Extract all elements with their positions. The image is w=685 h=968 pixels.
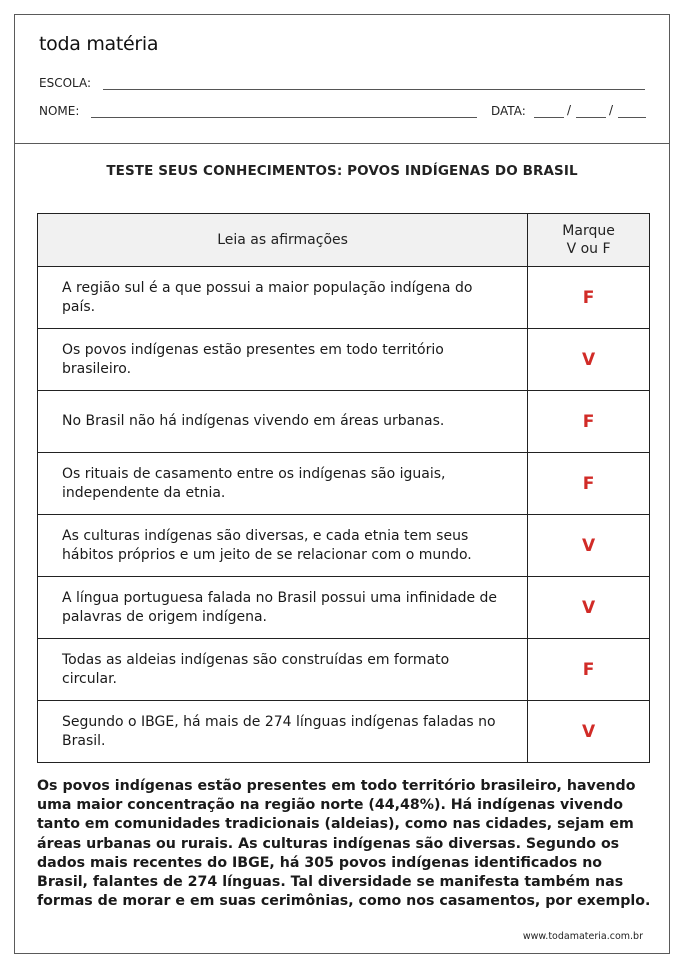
date-separator: / (609, 103, 614, 117)
answer-explanation: Os povos indígenas estão presentes em todo território brasileiro, havendo uma maior concentração na região norte (44,48%). Há indígenas vivendo tanto em comunidades tradicionais (aldeias), como nas cidades, sejam em áreas urbanas ou rurais. As culturas indígenas são diversas. Segundo os dados mais recentes do IBGE, há 305 povos indígenas identificados no Brasil, falantes de 274 línguas. Tal diversidade se manifesta também nas formas de morar e em suas cerimônias, como nos casamentos, por exemplo. (37, 778, 651, 910)
header-divider (15, 143, 669, 144)
date-separator: / (567, 103, 572, 117)
date-month-line[interactable] (576, 117, 606, 118)
school-label: ESCOLA: (39, 76, 92, 90)
answer-cell[interactable]: V (528, 577, 650, 639)
mark-header-line2: V ou F (566, 241, 611, 257)
table-row (38, 577, 650, 639)
table-row (38, 453, 650, 515)
statement-cell: A língua portuguesa falada no Brasil possui uma infinidade de palavras de origem indígena. (38, 577, 528, 639)
statement-cell: No Brasil não há indígenas vivendo em áreas urbanas. (38, 391, 528, 453)
true-false-table (37, 213, 650, 763)
date-year-line[interactable] (618, 117, 646, 118)
answer-cell[interactable]: V (528, 515, 650, 577)
answer-cell[interactable]: V (528, 329, 650, 391)
answer-cell[interactable]: F (528, 453, 650, 515)
table-row (38, 267, 650, 329)
statement-cell: Todas as aldeias indígenas são construídas em formato circular. (38, 639, 528, 701)
table-header-row (38, 214, 650, 267)
statement-cell: Segundo o IBGE, há mais de 274 línguas indígenas faladas no Brasil. (38, 701, 528, 763)
brand-logo: toda matéria (39, 33, 159, 55)
footer-url[interactable]: www.todamateria.com.br (522, 931, 643, 942)
mark-header-line1: Marque (562, 223, 615, 239)
date-day-line[interactable] (534, 117, 564, 118)
school-field-line[interactable] (103, 89, 645, 90)
table-row (38, 391, 650, 453)
table-row (38, 701, 650, 763)
worksheet-title: TESTE SEUS CONHECIMENTOS: POVOS INDÍGENAS DO BRASIL (106, 163, 578, 179)
statement-cell: As culturas indígenas são diversas, e cada etnia tem seus hábitos próprios e um jeito de se relacionar com o mundo. (38, 515, 528, 577)
statement-cell: Os rituais de casamento entre os indígenas são iguais, independente da etnia. (38, 453, 528, 515)
worksheet-page (14, 14, 670, 954)
date-label: DATA: (491, 104, 526, 118)
column-header-statements: Leia as afirmações (38, 214, 528, 267)
answer-cell[interactable]: V (528, 701, 650, 763)
answer-cell[interactable]: F (528, 267, 650, 329)
column-header-mark (528, 214, 650, 267)
statement-cell: Os povos indígenas estão presentes em todo território brasileiro. (38, 329, 528, 391)
table-row (38, 639, 650, 701)
answer-cell[interactable]: F (528, 639, 650, 701)
statement-cell: A região sul é a que possui a maior população indígena do país. (38, 267, 528, 329)
answer-cell[interactable]: F (528, 391, 650, 453)
table-row (38, 515, 650, 577)
name-field-line[interactable] (91, 117, 477, 118)
name-label: NOME: (39, 104, 80, 118)
table-row (38, 329, 650, 391)
